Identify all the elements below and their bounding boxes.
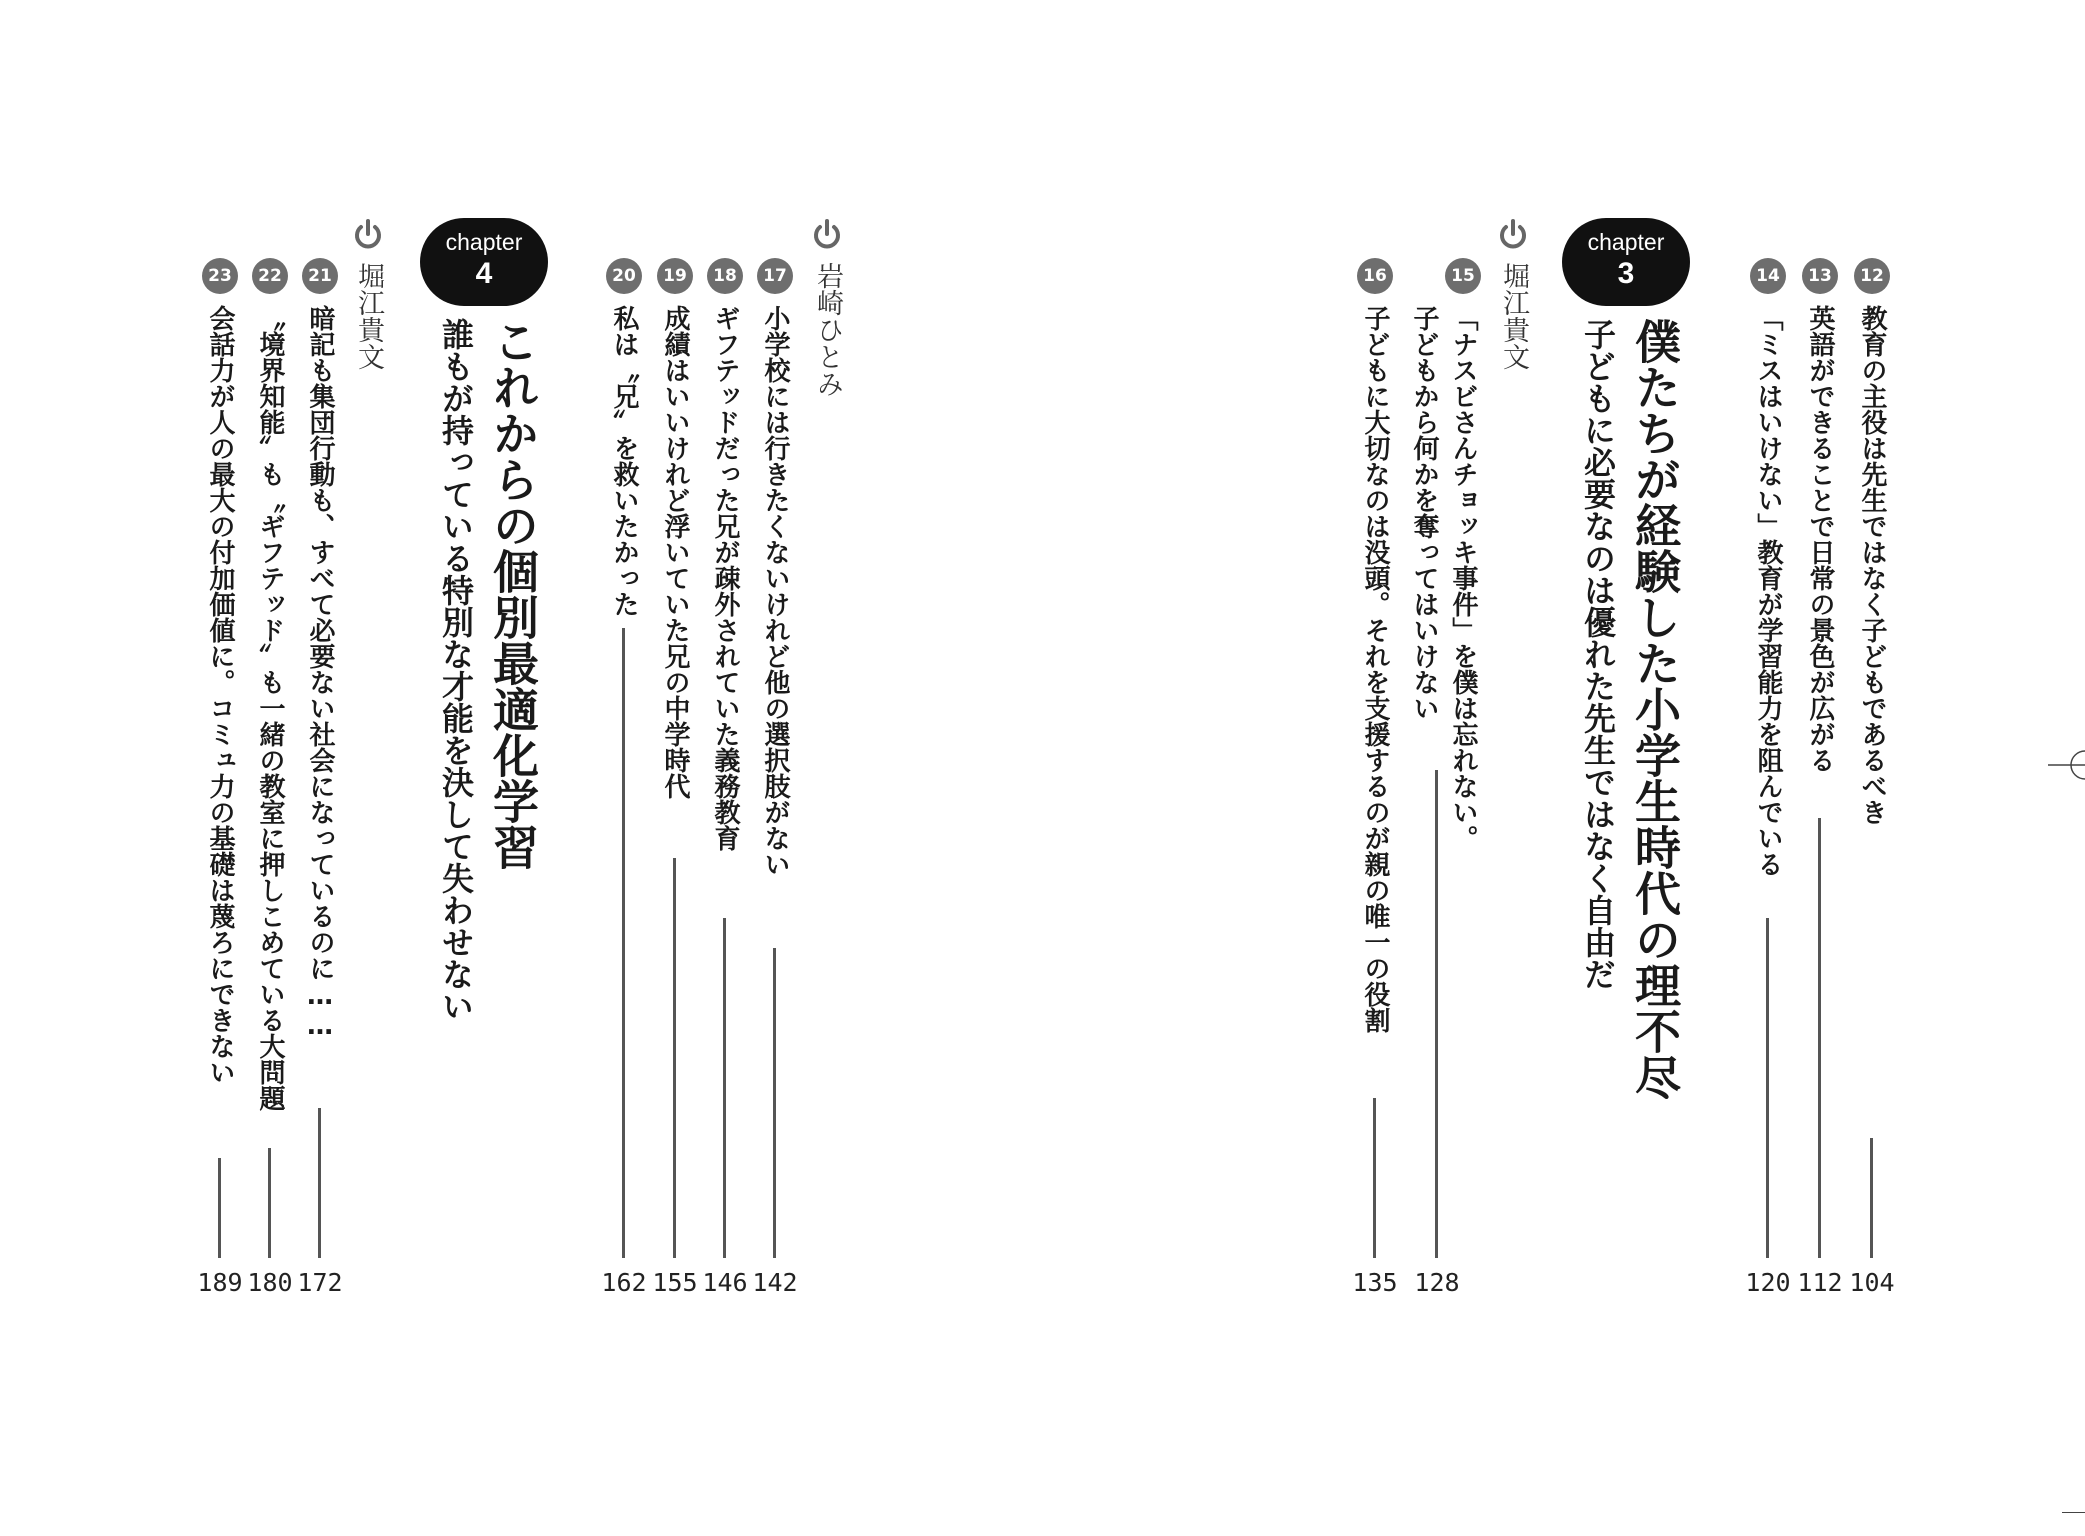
entry-title: 〝境界知能〟も〝ギフテッド〟も一緒の教室に押しこめている大問題 [255,305,285,1111]
toc-entry-19[interactable] [645,258,705,1318]
entry-title: 子どもに大切なのは没頭。それを支援するのが親の唯一の役割 [1360,305,1390,1033]
page-number: 120 [1745,1268,1791,1297]
chapter-number: 3 [1617,257,1635,290]
entry-number-badge: 20 [606,258,642,294]
chapter-3-title: 僕たちが経験した小学生時代の理不尽 [1628,318,1682,1100]
toc-entry-15[interactable] [1409,258,1493,1318]
entry-title: 暗記も集団行動も、すべて必要ない社会になっているのに…… [305,305,335,1041]
leader-line [773,948,776,1258]
entry-number-badge: 18 [707,258,743,294]
chapter-label: chapter [445,229,523,255]
entry-number-badge: 15 [1445,258,1481,294]
registration-mark [2048,745,2085,785]
leader-line [622,628,625,1258]
chapter-3-subtitle: 子どもに必要なのは優れた先生ではなく自由だ [1579,318,1617,990]
page-number: 189 [197,1268,243,1297]
entry-title-line-2: 子どもから何かを奪ってはいけない [1409,305,1439,721]
page-number: 146 [702,1268,748,1297]
page-number: 112 [1797,1268,1843,1297]
leader-line [1373,1098,1376,1258]
chapter-4-title: これからの個別最適化学習 [486,318,540,870]
page-number: 162 [601,1268,647,1297]
page-number: 135 [1352,1268,1398,1297]
page-number: 142 [752,1268,798,1297]
leader-line [218,1158,221,1258]
chapter-label: chapter [1587,229,1665,255]
entry-title: 私は〝兄〟を救いたかった [609,305,639,617]
entry-number-badge: 16 [1357,258,1393,294]
chapter-number: 4 [475,257,493,290]
toc-entry-23[interactable] [190,258,250,1318]
entry-title: 英語ができることで日常の景色が広がる [1805,305,1835,773]
power-icon [351,218,385,252]
chapter-4-subtitle: 誰もが持っている特別な才能を決して失わせない [437,318,475,1022]
entry-title: 教育の主役は先生ではなく子どもであるべき [1857,305,1887,825]
toc-entry-16[interactable] [1345,258,1405,1318]
leader-line [1766,918,1769,1258]
entry-title: 「ミスはいけない」教育が学習能力を阻んでいる [1753,305,1783,877]
leader-line [723,918,726,1258]
toc-entry-13[interactable] [1790,258,1850,1318]
toc-entry-20[interactable] [594,258,654,1318]
author-name: 堀江貴文 [353,262,384,370]
entry-title: 「ナスビさんチョッキ事件」を僕は忘れない。 [1448,305,1478,851]
chapter-3-badge [1562,218,1690,306]
entry-title: 成績はいいけれど浮いていた兄の中学時代 [660,305,690,799]
entry-number-badge: 21 [302,258,338,294]
page-number: 180 [247,1268,293,1297]
entry-number-badge: 14 [1750,258,1786,294]
page-number: 104 [1849,1268,1895,1297]
entry-number-badge: 13 [1802,258,1838,294]
entry-title: 会話力が人の最大の付加価値に。コミュ力の基礎は蔑ろにできない [205,305,235,1085]
leader-line [268,1148,271,1258]
leader-line [318,1108,321,1258]
entry-number-badge: 12 [1854,258,1890,294]
entry-number-badge: 17 [757,258,793,294]
author-name: 堀江貴文 [1498,262,1529,370]
page-number: 155 [652,1268,698,1297]
leader-line [1818,818,1821,1258]
power-icon [1496,218,1530,252]
toc-entry-14[interactable] [1738,258,1798,1318]
leader-line [1870,1138,1873,1258]
chapter-4-badge [420,218,548,306]
entry-number-badge: 23 [202,258,238,294]
leader-line [1435,770,1438,1258]
leader-line [673,858,676,1258]
entry-number-badge: 22 [252,258,288,294]
crop-mark [2062,1512,2085,1513]
entry-number-badge: 19 [657,258,693,294]
page-number: 172 [297,1268,343,1297]
entry-title: 小学校には行きたくないけれど他の選択肢がない [760,305,790,877]
power-icon [810,218,844,252]
author-name: 岩崎ひとみ [812,262,843,397]
entry-title: ギフテッドだった兄が疎外されていた義務教育 [710,305,740,851]
toc-entry-12[interactable] [1842,258,1902,1318]
page-number: 128 [1414,1268,1460,1297]
